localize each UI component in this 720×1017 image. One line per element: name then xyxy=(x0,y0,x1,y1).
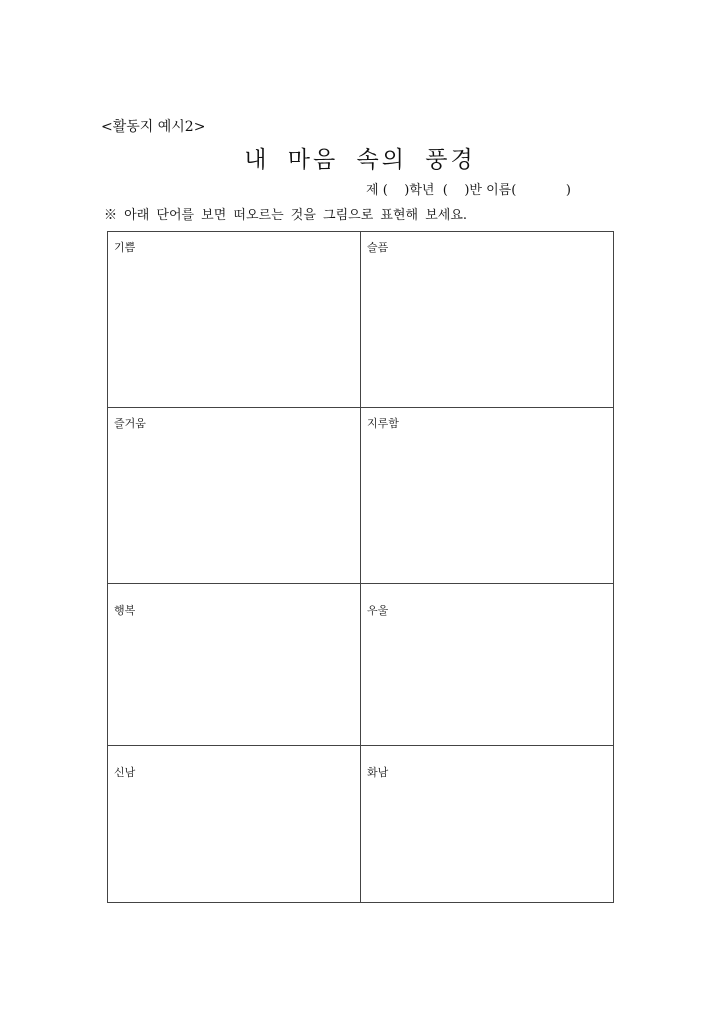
drawing-cell-excitement xyxy=(108,746,361,902)
cell-label: 우울 xyxy=(367,604,389,617)
cell-label: 지루함 xyxy=(367,417,399,430)
instruction-text: ※ 아래 단어를 보면 떠오르는 것을 그림으로 표현해 보세요. xyxy=(104,208,468,223)
student-info-line: 제 ( )학년 ( )반 이름( ) xyxy=(366,183,571,198)
drawing-cell-depression xyxy=(361,584,613,746)
cell-label: 즐거움 xyxy=(114,417,146,430)
activity-label: <활동지 예시2> xyxy=(101,119,206,135)
cell-label: 화남 xyxy=(367,766,389,779)
drawing-cell-boredom xyxy=(361,408,613,584)
cell-label: 신남 xyxy=(114,766,136,779)
drawing-grid xyxy=(107,231,614,903)
drawing-cell-sadness xyxy=(361,232,613,408)
drawing-cell-joy xyxy=(108,232,361,408)
drawing-cell-happiness xyxy=(108,584,361,746)
page-title: 내 마음 속의 풍경 xyxy=(244,147,476,173)
cell-label: 슬픔 xyxy=(367,241,389,254)
cell-label: 행복 xyxy=(114,604,136,617)
drawing-cell-anger xyxy=(361,746,613,902)
cell-label: 기쁨 xyxy=(114,241,136,254)
drawing-cell-fun xyxy=(108,408,361,584)
